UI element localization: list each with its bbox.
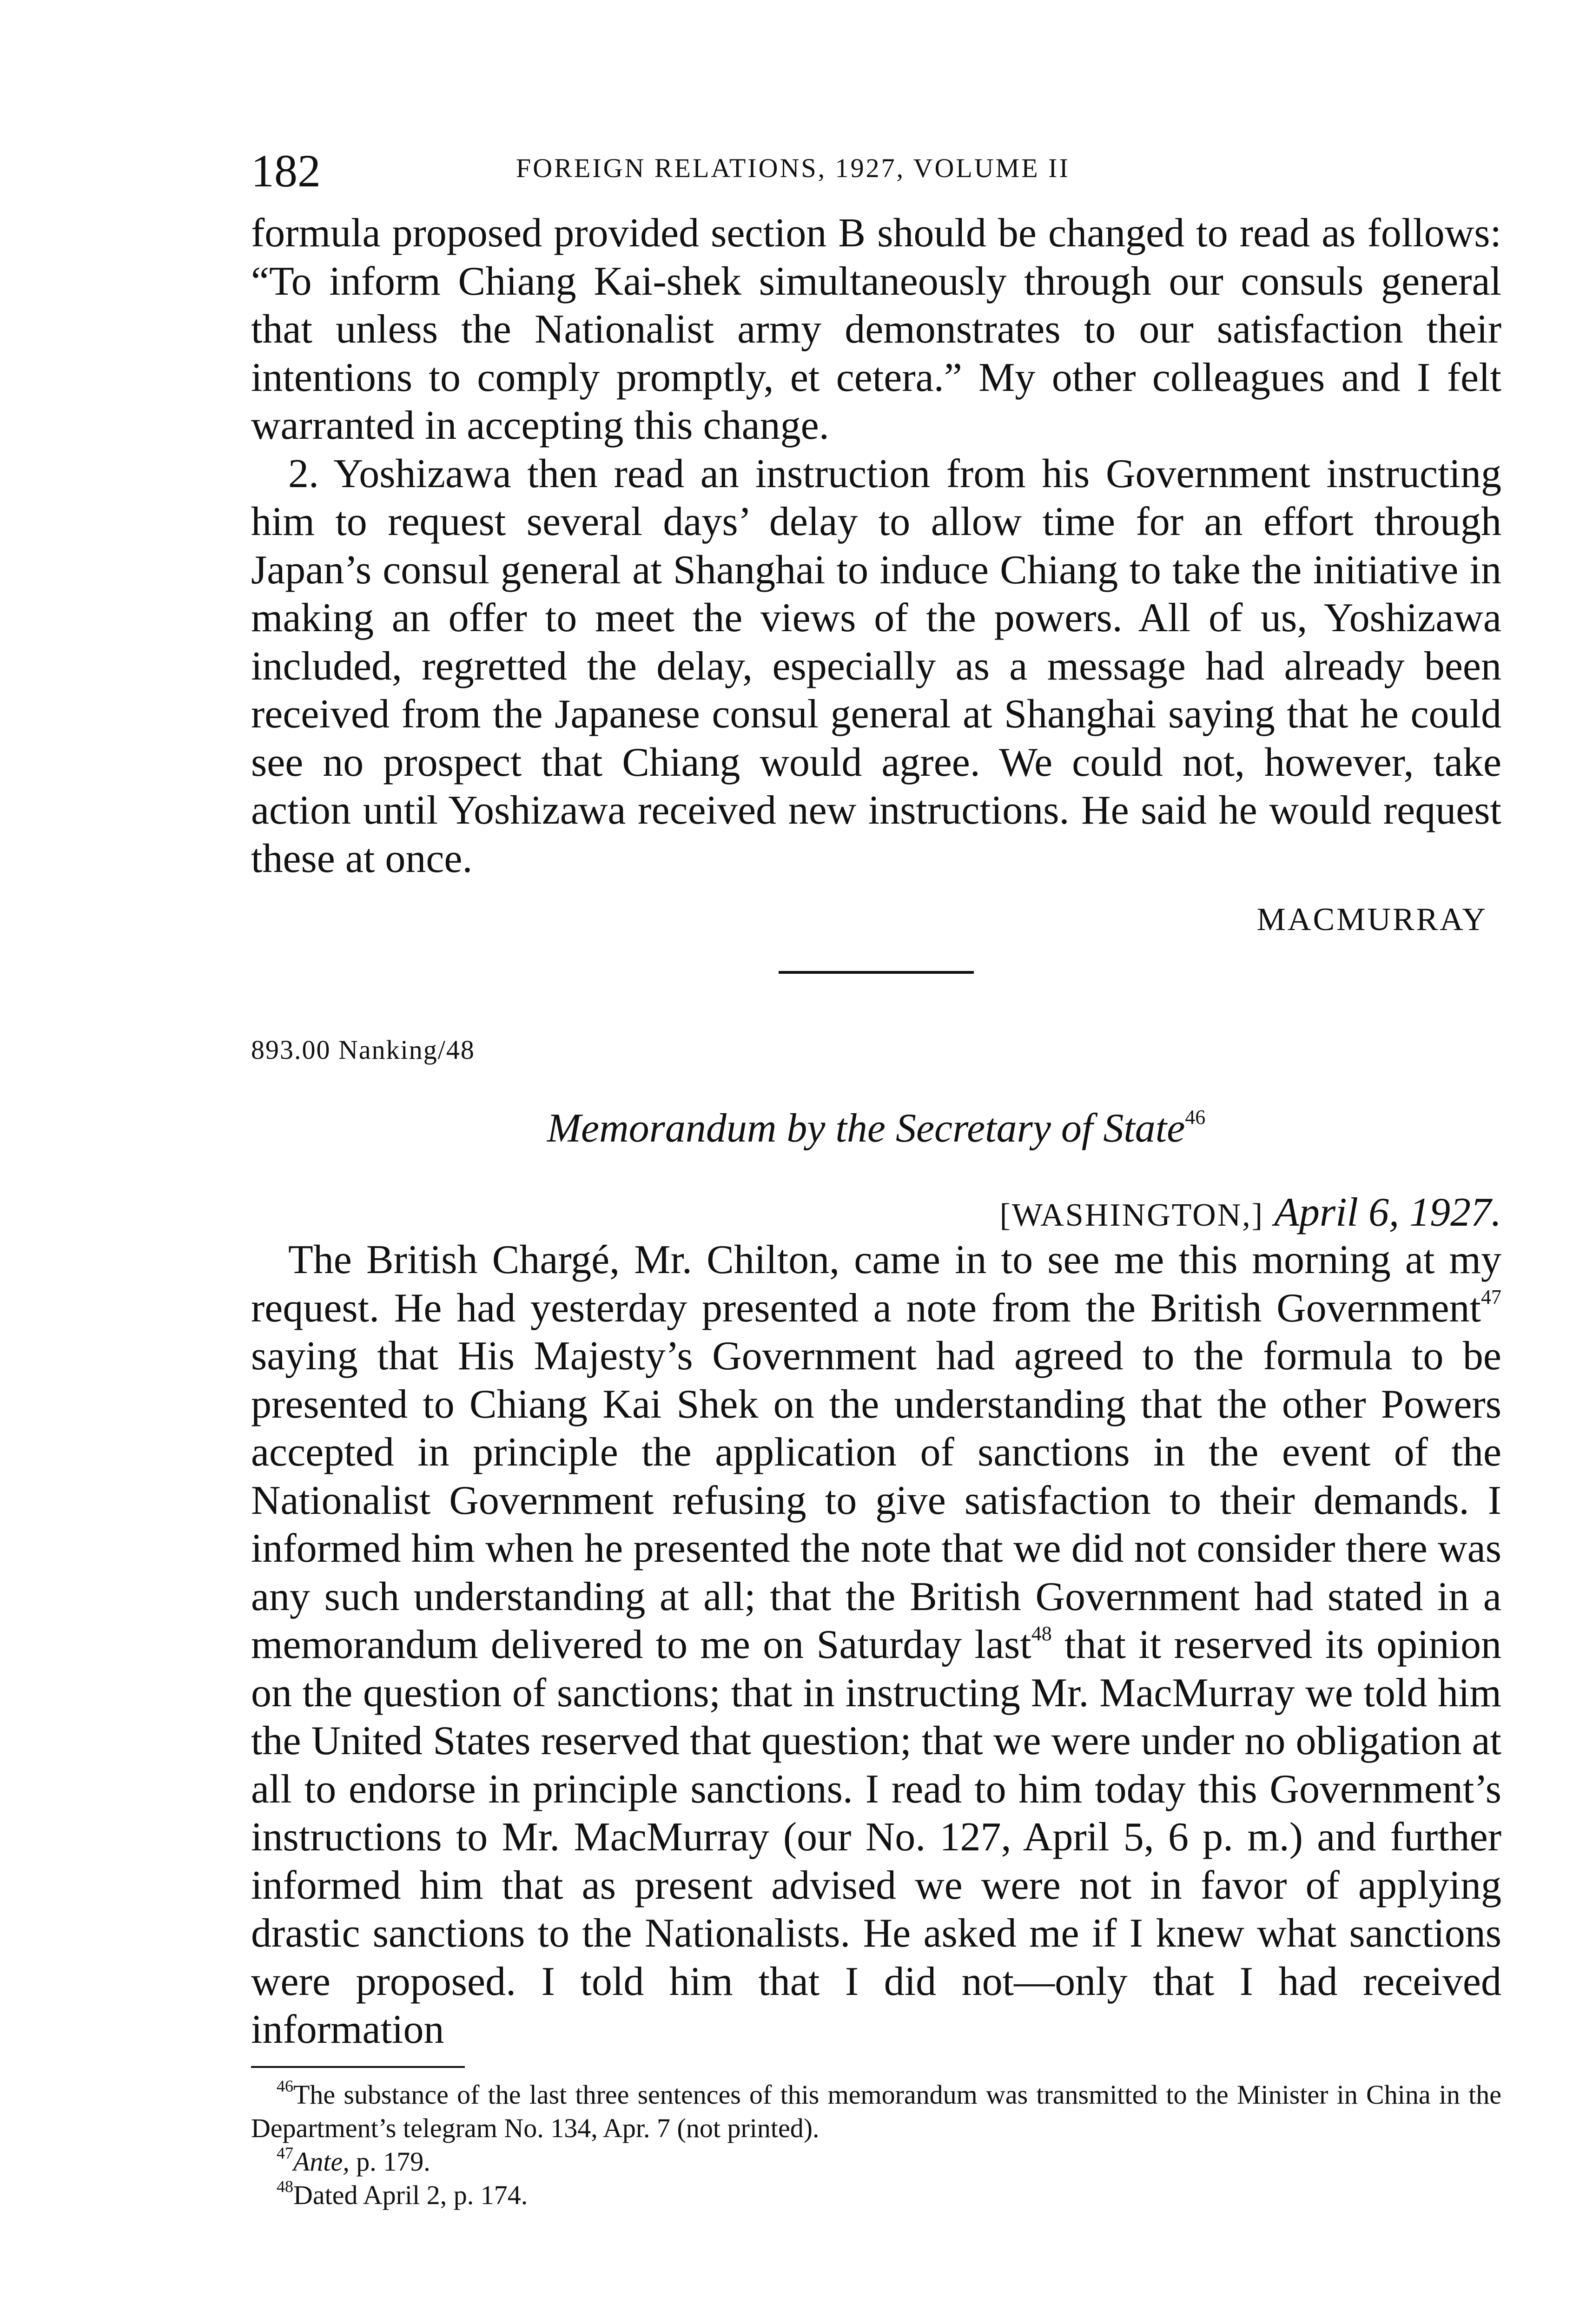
footnote-mark: 47 (277, 2143, 293, 2162)
footnote-text: The substance of the last three sentences of this memorandum was transmitted to the Minister in China in the Department’s telegram No. 134, Apr. 7 (not printed). (251, 2079, 1501, 2143)
memorandum-title (251, 1105, 1501, 1152)
footnote-ref-48: 48 (1031, 1622, 1052, 1645)
paragraph-yoshizawa: 2. Yoshizawa then read an instruction from his Government instructing him to request several days’ delay to allow time for an effort through Japan’s consul general at Shanghai to induce Chiang to take the initiative in making an offer to meet the views of the powers. All of us, Yoshizawa included, regretted the delay, especially as a message had already been received from the Japanese consul general at Shanghai saying that he could see no prospect that Chiang would agree. We could not, however, take action until Yoshizawa received new instructions. He said he would request these at once. (251, 451, 1501, 881)
paragraph-formula: formula proposed provided section B should be changed to read as follows: “To inform Chiang Kai-shek simultaneously through our consuls general that unless the Nationalist army demonstrates to our satisfaction their intentions to comply promptly, et cetera.” My other colleagues and I felt warranted in accepting this change. (251, 211, 1501, 448)
document-page (251, 144, 1501, 2212)
running-header-title: FOREIGN RELATIONS, 1927, VOLUME II (516, 153, 1070, 183)
footnote-48 (251, 2179, 1501, 2212)
footnote-46 (251, 2078, 1501, 2145)
memorandum-title-text: Memorandum by the Secretary of State (547, 1106, 1185, 1151)
memo-body-part3: that it reserved its opinion on the question of sanctions; that in instructing Mr. MacMurray we told him the United States reserved that question; that we were under no obligation at all to endorse in principle sanctions. I read to him today this Government’s instructions to Mr. MacMurray (our No. 127, April 5, 6 p. m.) and further informed him that as present advised we were not in favor of applying drastic sanctions to the Nationalists. He asked me if I knew what sanctions were proposed. I told him that I did not—only that I had received information (251, 1622, 1501, 2052)
memo-body-part1: The British Chargé, Mr. Chilton, came in to see me this morning at my request. He had yesterday presented a note from the British Government (251, 1237, 1501, 1331)
footnote-47 (251, 2145, 1501, 2179)
page-number: 182 (251, 145, 321, 197)
memo-body-part2: saying that His Majesty’s Government had agreed to the formula to be presented to Chiang Kai Shek on the understanding that the other Powers accepted in principle the application of sanctions in the event of the Nationalist Government refusing to give satisfaction to their demands. I informed him when he presented the note that we did not consider there was any such understanding at all; that the British Government had stated in a memorandum delivered to me on Saturday last (251, 1334, 1501, 1667)
section-divider (779, 971, 974, 974)
footnote-mark: 48 (277, 2177, 293, 2196)
footnote-text: Dated April 2, p. 174. (293, 2179, 528, 2210)
footnotes (251, 2078, 1501, 2212)
footnote-mark: 46 (277, 2076, 293, 2095)
dateline (251, 1189, 1501, 1236)
signature-macmurray: MACMURRAY (1256, 902, 1487, 938)
footnote-ante-italic: Ante, (293, 2146, 350, 2177)
dateline-place: [WASHINGTON,] (999, 1197, 1264, 1233)
running-header (251, 144, 1501, 209)
footnote-ref-47: 47 (1481, 1285, 1501, 1308)
dateline-date: April 6, 1927. (1274, 1190, 1501, 1235)
footnote-text: Ante, p. 179. (293, 2146, 430, 2177)
footnote-divider (251, 2066, 465, 2068)
file-reference: 893.00 Nanking/48 (251, 1035, 475, 1065)
footnote-ref-46: 46 (1185, 1106, 1206, 1129)
paragraph-memorandum-body (251, 1236, 1501, 2054)
